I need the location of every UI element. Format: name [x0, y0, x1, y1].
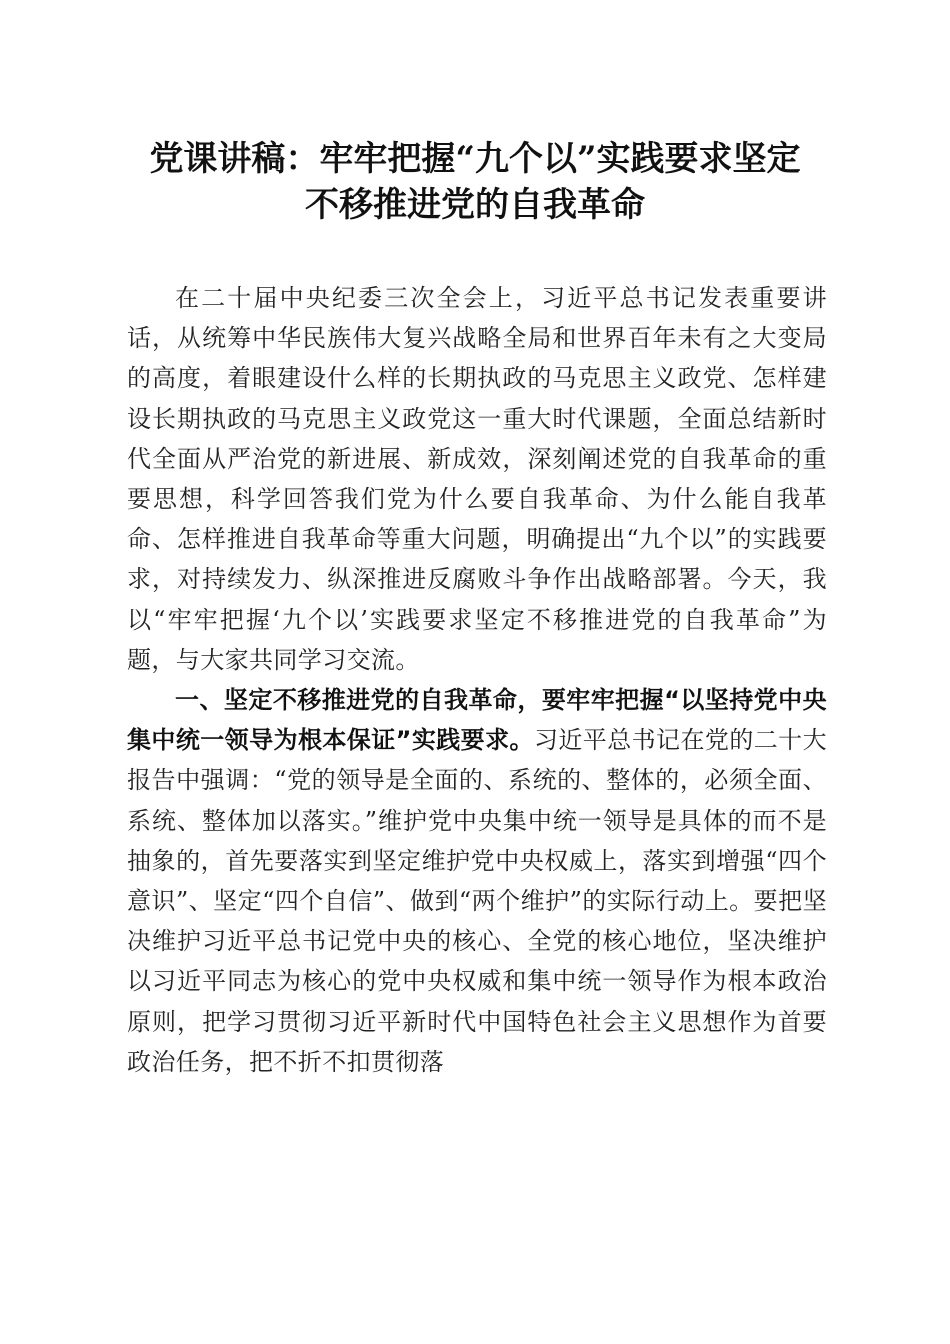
intro-paragraph	[127, 278, 827, 680]
document-body	[127, 278, 827, 1082]
title-line-1: 党课讲稿：牢牢把握“九个以”实践要求坚定	[149, 139, 801, 179]
document-title	[105, 136, 845, 228]
section-one-text: 习近平总书记在党的二十大报告中强调：“党的领导是全面的、系统的、整体的，必须全面、系统、整体加以落实。”维护党中央集中统一领导是具体的而不是抽象的，首先要落实到坚定维护党中央权威上，落实到增强“四个意识”、坚定“四个自信”、做到“两个维护”的实际行动上。要把坚决维护习近平总书记党中央的核心、全党的核心地位，坚决维护以习近平同志为核心的党中央权威和集中统一领导作为根本政治原则，把学习贯彻习近平新时代中国特色社会主义思想作为首要政治任务，把不折不扣贯彻落	[127, 726, 827, 1076]
title-line-2: 不移推进党的自我革命	[305, 185, 645, 225]
intro-paragraph-text: 在二十届中央纪委三次全会上，习近平总书记发表重要讲话，从统筹中华民族伟大复兴战略全局和世界百年未有之大变局的高度，着眼建设什么样的长期执政的马克思主义政党、怎样建设长期执政的马克思主义政党这一重大时代课题，全面总结新时代全面从严治党的新进展、新成效，深刻阐述党的自我革命的重要思想，科学回答我们党为什么要自我革命、为什么能自我革命、怎样推进自我革命等重大问题，明确提出“九个以”的实践要求，对持续发力、纵深推进反腐败斗争作出战略部署。今天，我以“牢牢把握‘九个以’实践要求坚定不移推进党的自我革命”为题，与大家共同学习交流。	[127, 284, 827, 674]
section-one-heading: 一、坚定不移推进党的自我革命，要牢牢把握“以坚持党中央集中统一领导为根本保证”实践要求。	[127, 686, 827, 755]
section-one-paragraph	[127, 680, 827, 1082]
